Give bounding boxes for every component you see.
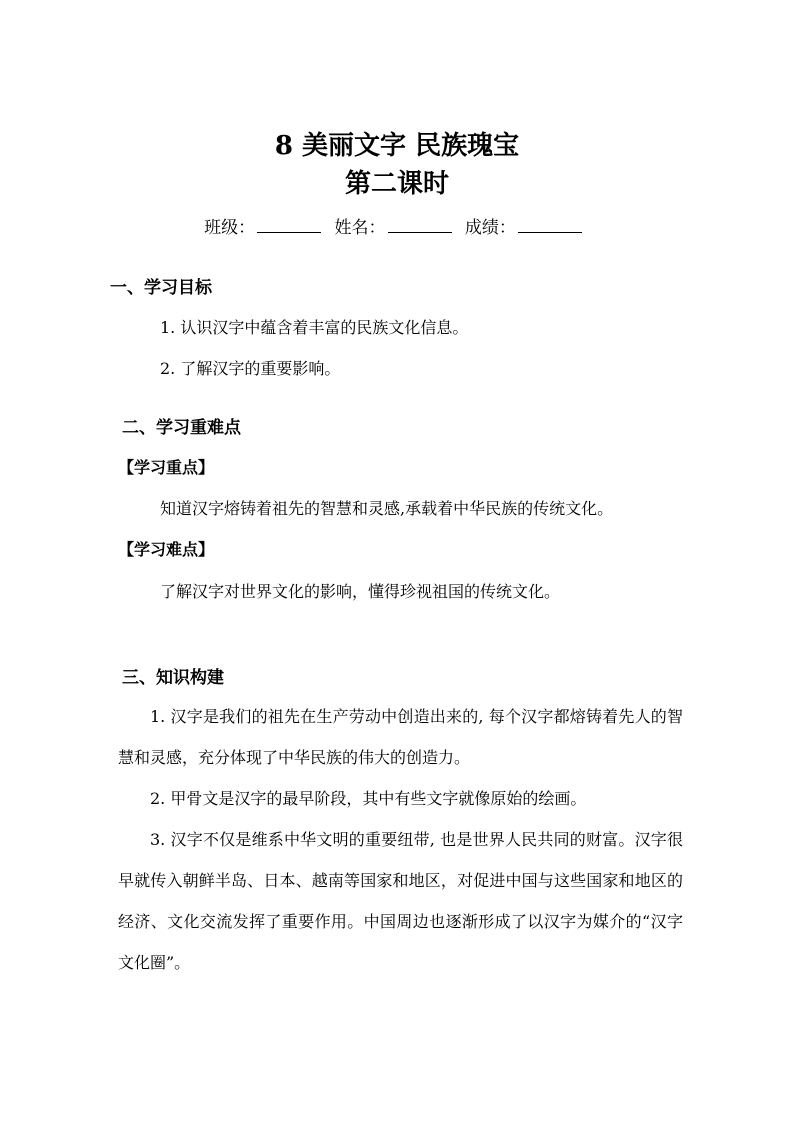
knowledge-paragraph: 1. 汉字是我们的祖先在生产劳动中创造出来的, 每个汉字都熔铸着先人的智慧和灵感，充分体现了中华民族的伟大的创造力。: [118, 707, 683, 767]
score-blank[interactable]: [518, 218, 582, 233]
goal-item: 1. 认识汉字中蕴含着丰富的民族文化信息。: [160, 318, 469, 337]
difficult-point-text: 了解汉字对世界文化的影响，懂得珍视祖国的传统文化。: [160, 582, 561, 601]
student-info-line: [0, 213, 794, 238]
class-blank[interactable]: [257, 218, 321, 233]
lesson-subtitle: 第二课时: [344, 169, 449, 199]
key-point-label: 【学习重点】: [118, 458, 215, 477]
name-blank[interactable]: [388, 218, 452, 233]
class-label: 班级：: [204, 218, 256, 238]
knowledge-paragraph: 2. 甲骨文是汉字的最早阶段，其中有些文字就像原始的绘画。: [150, 789, 587, 808]
lesson-title: 8 美丽文字 民族瑰宝: [274, 131, 520, 161]
difficult-point-label: 【学习难点】: [118, 540, 215, 559]
knowledge-paragraph: 3. 汉字不仅是维系中华文明的重要纽带, 也是世界人民共同的财富。汉字很早就传入朝鲜半岛、日本、越南等国家和地区，对促进中国与这些国家和地区的经济、文化交流发挥了重要作用。中国周边也逐渐形成了以汉字为媒介的“汉字文化圈”。: [118, 830, 683, 972]
goal-item: 2. 了解汉字的重要影响。: [160, 359, 341, 378]
section-heading-knowledge: 三、知识构建: [122, 668, 224, 688]
key-point-text: 知道汉字熔铸着祖先的智慧和灵感,承载着中华民族的传统文化。: [160, 499, 614, 518]
name-label: 姓名：: [334, 218, 386, 238]
section-heading-key-points: 二、学习重难点: [122, 418, 241, 438]
section-heading-goals: 一、学习目标: [110, 278, 212, 298]
score-label: 成绩：: [464, 218, 516, 238]
